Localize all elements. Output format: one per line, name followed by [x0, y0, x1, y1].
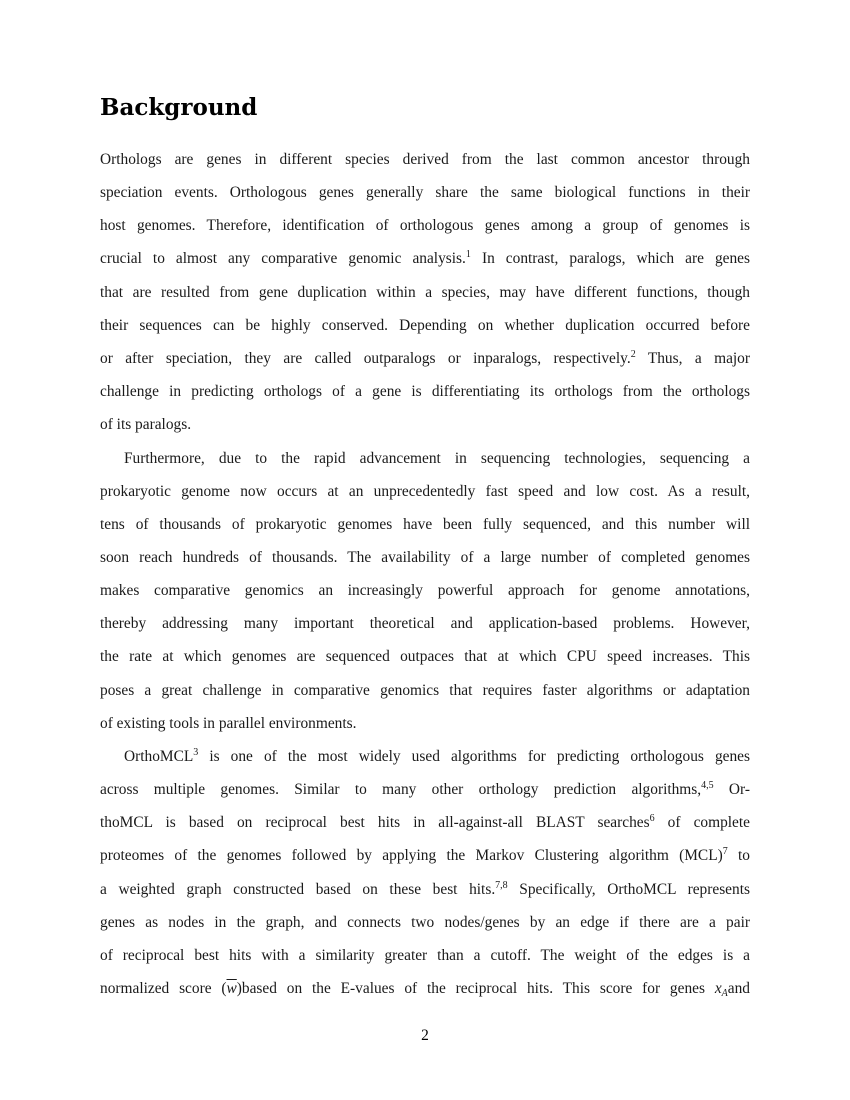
text-line [100, 548, 750, 568]
text-segment: soon reach hundreds of thousands. The availability of a large number of completed genomes [100, 549, 750, 566]
text-segment: Thus, a major [635, 350, 750, 367]
text-line [100, 913, 750, 933]
text-line [100, 846, 750, 866]
math-symbol: $\overline{w}$ [226, 980, 237, 997]
text-segment: Orthologs are genes in different species derived from the last common ancestor through [100, 151, 750, 168]
text-segment: crucial to almost any comparative genomic analysis. [100, 250, 466, 267]
text-segment: thereby addressing many important theoretical and application-based problems. However, [100, 615, 750, 632]
text-line [100, 880, 750, 900]
text-line [100, 482, 750, 502]
text-segment: genes as nodes in the graph, and connects two nodes/genes by an edge if there are a pair [100, 914, 750, 931]
text-line [100, 283, 750, 303]
text-line [100, 515, 750, 535]
text-line [100, 150, 750, 170]
math-variable: x [714, 980, 722, 997]
text-segment: OrthoMCL [124, 748, 194, 765]
text-line [100, 946, 750, 966]
text-segment: and [727, 980, 750, 997]
text-line [100, 581, 750, 601]
text-line [100, 449, 750, 469]
text-segment: of reciprocal best hits with a similarity greater than a cutoff. The weight of the edges is a [100, 947, 750, 964]
text-line [100, 316, 750, 336]
text-line [100, 979, 750, 1004]
text-segment: thoMCL is based on reciprocal best hits in all-against-all BLAST searches [100, 814, 650, 831]
text-segment: a weighted graph constructed based on these best hits. [100, 881, 496, 898]
text-segment: to [727, 847, 750, 864]
citation-superscript: 7,8 [495, 880, 508, 891]
text-segment: Or- [713, 781, 750, 798]
text-line [100, 681, 750, 701]
citation-superscript: 2 [630, 349, 636, 360]
text-segment: poses a great challenge in comparative genomics that requires faster algorithms or adaptation [100, 682, 750, 699]
text-line [100, 747, 750, 767]
text-segment: or after speciation, they are called outparalogs or inparalogs, respectively. [100, 350, 631, 367]
citation-superscript: 3 [193, 747, 199, 758]
text-segment: their sequences can be highly conserved. Depending on whether duplication occurred before [100, 317, 750, 334]
text-segment: normalized score ( [100, 980, 227, 997]
text-segment: tens of thousands of prokaryotic genomes have been fully sequenced, and this number will [100, 516, 750, 533]
citation-superscript: 4,5 [701, 780, 714, 791]
text-line [100, 382, 750, 402]
text-line [100, 647, 750, 667]
text-segment: makes comparative genomics an increasingly powerful approach for genome annotations, [100, 582, 750, 599]
text-segment: the rate at which genomes are sequenced outpaces that at which CPU speed increases. This [100, 648, 750, 665]
section-heading: Background [100, 94, 258, 121]
text-segment: speciation events. Orthologous genes generally share the same biological functions in their [100, 184, 750, 201]
text-segment: is one of the most widely used algorithms for predicting orthologous genes [198, 748, 750, 765]
text-segment: challenge in predicting orthologs of a gene is differentiating its orthologs from the orthologs [100, 383, 750, 400]
page-number: 2 [421, 1027, 429, 1044]
citation-superscript: 1 [465, 249, 471, 260]
text-line [100, 813, 750, 833]
text-line [100, 349, 750, 369]
text-segment: of its paralogs. [100, 416, 192, 433]
text-segment: proteomes of the genomes followed by applying the Markov Clustering algorithm (MCL) [100, 847, 723, 864]
text-segment: In contrast, paralogs, which are genes [470, 250, 751, 267]
text-segment: )based on the E-values of the reciprocal hits. This score for genes [236, 980, 715, 997]
text-segment: of complete [654, 814, 750, 831]
text-segment: Specifically, OrthoMCL represents [507, 881, 750, 898]
text-segment: host genomes. Therefore, identification of orthologous genes among a group of genomes is [100, 217, 750, 234]
text-line [100, 216, 750, 236]
text-line [100, 415, 750, 435]
text-line [100, 249, 750, 269]
text-segment: across multiple genomes. Similar to many other orthology prediction algorithms, [100, 781, 702, 798]
text-line [100, 183, 750, 203]
text-line [100, 614, 750, 634]
text-segment: prokaryotic genome now occurs at an unprecedentedly fast speed and low cost. As a result, [100, 483, 750, 500]
citation-superscript: 7 [722, 846, 728, 857]
math-subscript: A [721, 988, 728, 999]
text-segment: of existing tools in parallel environments. [100, 715, 357, 732]
text-segment: that are resulted from gene duplication within a species, may have different functions, though [100, 284, 750, 301]
text-segment: Furthermore, due to the rapid advancement in sequencing technologies, sequencing a [124, 450, 750, 467]
text-line [100, 714, 750, 734]
text-line [100, 780, 750, 800]
citation-superscript: 6 [649, 813, 655, 824]
